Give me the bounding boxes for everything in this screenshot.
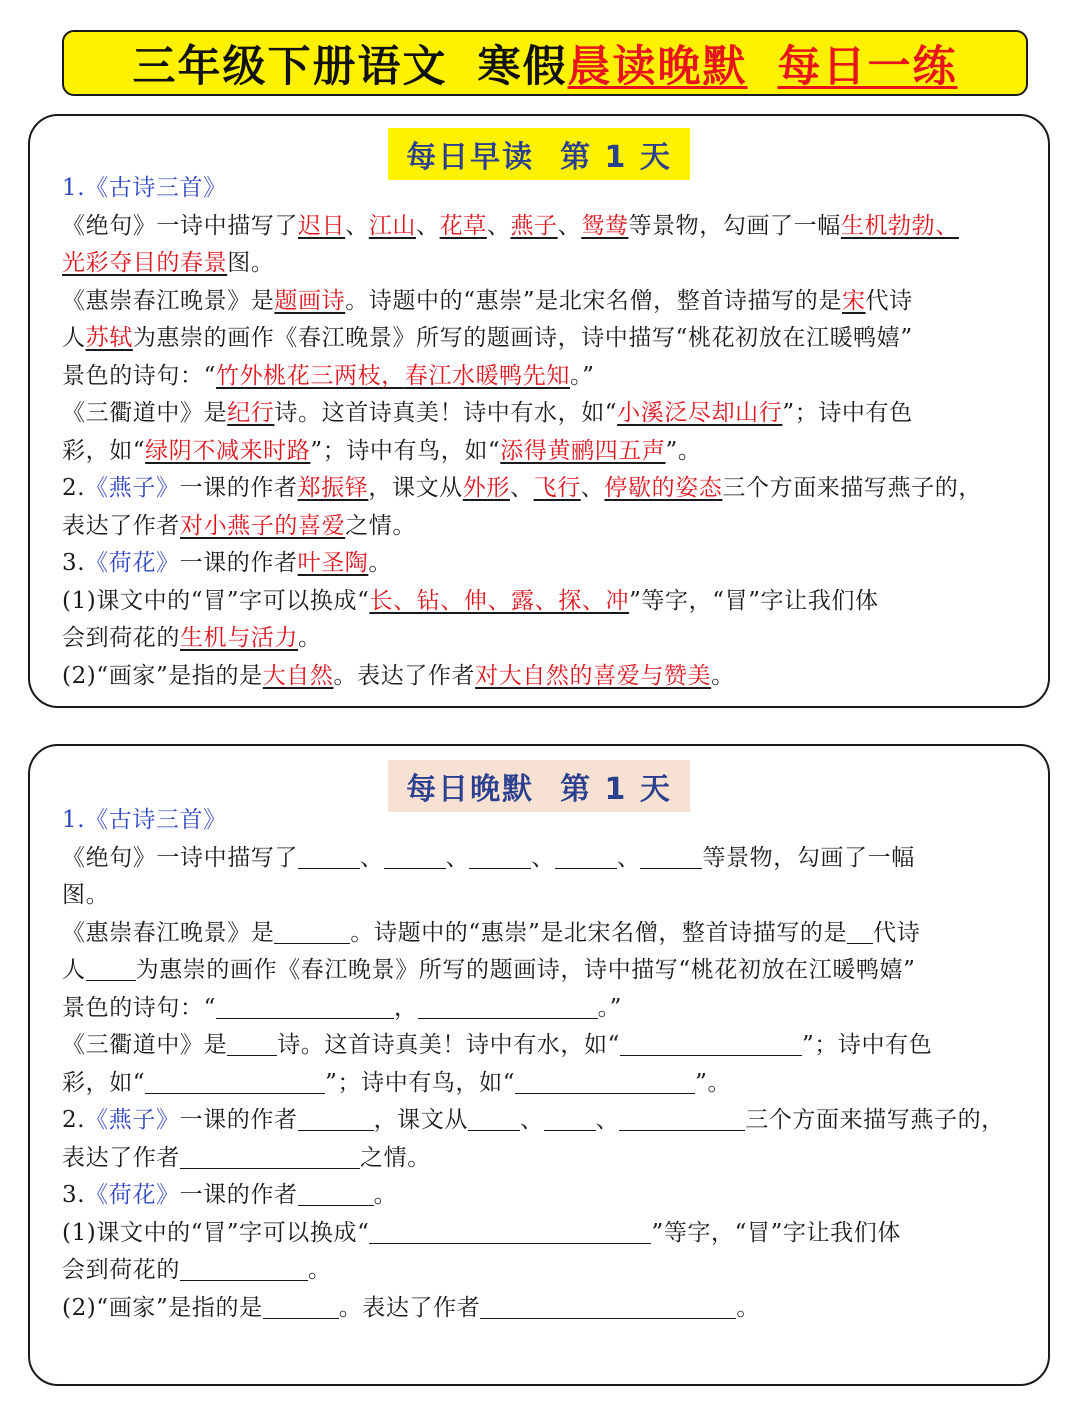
morning-q3-1-line1 bbox=[62, 583, 1024, 621]
morning-content bbox=[62, 170, 1024, 695]
morning-sanqu-line2 bbox=[62, 433, 1024, 471]
evening-huichong-line2 bbox=[62, 952, 1024, 990]
evening-huichong-line1 bbox=[62, 915, 1024, 953]
answer: 叶圣陶 bbox=[297, 550, 369, 576]
text: 《惠崇春江晚景》是 bbox=[62, 919, 275, 946]
answer: 对小燕子的喜爱 bbox=[180, 512, 346, 539]
evening-q1-heading bbox=[62, 802, 1024, 840]
fill-blank[interactable] bbox=[216, 992, 394, 1019]
answer: 题画诗 bbox=[274, 287, 346, 314]
text: 。” bbox=[569, 362, 595, 389]
evening-sanqu-line2 bbox=[62, 1065, 1024, 1103]
answer: 迟日 bbox=[298, 212, 346, 239]
lesson-title: 《燕子》 bbox=[85, 475, 180, 501]
text: 。 bbox=[368, 550, 392, 576]
text: ，课文从 bbox=[368, 475, 463, 501]
text: 图。 bbox=[227, 250, 275, 276]
fill-blank[interactable] bbox=[619, 1104, 745, 1131]
fill-blank[interactable] bbox=[847, 917, 873, 944]
text: ”；诗中有色 bbox=[782, 400, 913, 426]
text: 《绝句》一诗中描写了 bbox=[62, 212, 298, 239]
text: 《三衢道中》是 bbox=[62, 400, 228, 426]
text: 一课的作者 bbox=[179, 475, 298, 501]
fill-blank[interactable] bbox=[274, 917, 350, 944]
text: 人 bbox=[62, 325, 86, 351]
answer: 长、钻、伸、露、探、冲 bbox=[369, 587, 630, 614]
text: 一课的作者 bbox=[179, 1182, 298, 1208]
answer: 大自然 bbox=[262, 662, 334, 689]
fill-blank[interactable] bbox=[180, 1254, 308, 1281]
text: 代诗 bbox=[865, 287, 913, 314]
fill-blank[interactable] bbox=[86, 954, 136, 981]
fill-blank[interactable] bbox=[555, 842, 617, 869]
text: ，课文从 bbox=[373, 1107, 468, 1133]
fill-blank[interactable] bbox=[418, 992, 598, 1019]
answer: 春江水暖鸭先知 bbox=[404, 362, 570, 389]
fill-blank[interactable] bbox=[468, 1104, 520, 1131]
text: 、 bbox=[595, 1107, 620, 1133]
evening-title-text: 每日晚默 bbox=[406, 772, 535, 807]
fill-blank[interactable] bbox=[384, 842, 446, 869]
text: 诗。这首诗真美！诗中有水，如“ bbox=[274, 400, 618, 426]
evening-q3-1-line1 bbox=[62, 1215, 1024, 1253]
evening-q2-line1 bbox=[62, 1102, 1024, 1140]
answer: 生机勃勃、 bbox=[840, 212, 959, 239]
morning-huichong-line2 bbox=[62, 320, 1024, 358]
answer: 外形 bbox=[462, 475, 510, 501]
text: 表达了作者 bbox=[62, 1144, 180, 1171]
morning-title-text: 每日早读 bbox=[406, 140, 535, 175]
lesson-title: 《燕子》 bbox=[85, 1107, 180, 1133]
text: 《绝句》一诗中描写了 bbox=[62, 844, 298, 871]
fill-blank[interactable] bbox=[298, 1104, 374, 1131]
text: 、 bbox=[345, 212, 369, 239]
text: 景色的诗句：“ bbox=[62, 362, 216, 389]
evening-content bbox=[62, 802, 1024, 1327]
text: (1)课文中的“冒”字可以换成“ bbox=[62, 1219, 370, 1246]
fill-blank[interactable] bbox=[640, 842, 702, 869]
fill-blank[interactable] bbox=[298, 1179, 374, 1206]
answer: 对大自然的喜爱与赞美 bbox=[475, 662, 712, 689]
text: ”。 bbox=[695, 1069, 732, 1096]
question-number: 1. bbox=[62, 807, 86, 833]
answer: 燕子 bbox=[510, 212, 558, 239]
morning-day-label: 第 1 天 bbox=[560, 140, 672, 175]
lesson-title: 《荷花》 bbox=[85, 1182, 180, 1208]
text: ”；诗中有色 bbox=[801, 1032, 933, 1058]
fill-blank[interactable] bbox=[227, 1029, 277, 1056]
answer: 郑振铎 bbox=[297, 475, 369, 501]
morning-jueju-line2 bbox=[62, 245, 1024, 283]
answer: 苏轼 bbox=[85, 325, 133, 351]
text: 、 bbox=[486, 212, 511, 239]
text: 、 bbox=[509, 475, 534, 501]
answer: 宋 bbox=[841, 287, 866, 314]
text: 图。 bbox=[62, 882, 110, 908]
text: 会到荷花的 bbox=[62, 1257, 180, 1283]
text: 之情。 bbox=[360, 1144, 431, 1171]
question-number: 3. bbox=[62, 1182, 86, 1208]
banner-holiday: 寒假 bbox=[477, 41, 568, 92]
text: 。表达了作者 bbox=[338, 1294, 481, 1321]
morning-q2-line1 bbox=[62, 470, 1024, 508]
text: 代诗 bbox=[873, 919, 921, 946]
text: (2)“画家”是指的是 bbox=[62, 662, 263, 689]
fill-blank[interactable] bbox=[544, 1104, 596, 1131]
evening-jueju-line2 bbox=[62, 877, 1024, 915]
text: 等景物，勾画了一幅 bbox=[628, 212, 841, 239]
morning-q3-heading bbox=[62, 545, 1024, 583]
text: 一课的作者 bbox=[179, 1107, 298, 1133]
text: ”等字，“冒”字让我们体 bbox=[629, 587, 879, 614]
text: 彩，如“ bbox=[62, 437, 146, 464]
fill-blank[interactable] bbox=[469, 842, 531, 869]
lesson-title: 《荷花》 bbox=[85, 550, 180, 576]
text: 、 bbox=[519, 1107, 544, 1133]
text: 。诗题中的“惠崇”是北宋名僧，整首诗描写的是 bbox=[345, 287, 842, 314]
text: 。 bbox=[298, 625, 322, 651]
answer: 添得黄鹂四五声 bbox=[500, 437, 666, 464]
answer: 光彩夺目的春景 bbox=[62, 250, 228, 276]
page-title-banner bbox=[62, 30, 1028, 96]
evening-dictation-panel bbox=[28, 744, 1050, 1386]
text: 等景物，勾画了一幅 bbox=[702, 844, 915, 871]
answer: 纪行 bbox=[227, 400, 275, 426]
text: 。” bbox=[597, 994, 623, 1021]
text: 会到荷花的 bbox=[62, 625, 180, 651]
text: 《惠崇春江晚景》是 bbox=[62, 287, 275, 314]
text: ， bbox=[393, 994, 418, 1021]
text: 。 bbox=[308, 1257, 332, 1283]
morning-q2-line2 bbox=[62, 508, 1024, 546]
fill-blank[interactable] bbox=[263, 1292, 339, 1319]
text: 表达了作者 bbox=[62, 512, 180, 539]
text: (1)课文中的“冒”字可以换成“ bbox=[62, 587, 370, 614]
text: ”。 bbox=[665, 437, 702, 464]
text: 、 bbox=[580, 475, 605, 501]
morning-sanqu-line1 bbox=[62, 395, 1024, 433]
evening-q2-line2 bbox=[62, 1140, 1024, 1178]
text: 三个方面来描写燕子的， bbox=[745, 1107, 1005, 1133]
text: (2)“画家”是指的是 bbox=[62, 1294, 263, 1321]
banner-daily-practice: 每日一练 bbox=[777, 41, 958, 92]
text: ”；诗中有鸟，如“ bbox=[325, 1069, 516, 1096]
question-number: 3. bbox=[62, 550, 86, 576]
text: 景色的诗句：“ bbox=[62, 994, 216, 1021]
morning-huichong-line1 bbox=[62, 283, 1024, 321]
answer: 飞行 bbox=[533, 475, 581, 501]
evening-q3-2-line bbox=[62, 1290, 1024, 1328]
fill-blank[interactable] bbox=[480, 1292, 736, 1319]
fill-blank[interactable] bbox=[298, 842, 360, 869]
fill-blank[interactable] bbox=[145, 1067, 325, 1094]
question-number: 1. bbox=[62, 175, 86, 201]
text: 。诗题中的“惠崇”是北宋名僧，整首诗描写的是 bbox=[350, 919, 848, 946]
text: 。 bbox=[711, 662, 735, 689]
text: 。 bbox=[373, 1182, 398, 1208]
morning-q3-1-line2 bbox=[62, 620, 1024, 658]
text: 。 bbox=[736, 1294, 760, 1321]
text: 为惠崇的画作《春江晚景》所写的题画诗，诗中描写“桃花初放在江暖鸭嬉” bbox=[135, 957, 916, 983]
fill-blank[interactable] bbox=[369, 1217, 651, 1244]
evening-sanqu-line1 bbox=[62, 1027, 1024, 1065]
evening-q3-1-line2 bbox=[62, 1252, 1024, 1290]
fill-blank[interactable] bbox=[620, 1029, 802, 1056]
morning-q1-heading bbox=[62, 170, 1024, 208]
text: 为惠崇的画作《春江晚景》所写的题画诗，诗中描写“桃花初放在江暖鸭嬉” bbox=[132, 325, 913, 351]
text: 人 bbox=[62, 957, 86, 983]
text: ”等字，“冒”字让我们体 bbox=[651, 1219, 901, 1246]
text: 《三衢道中》是 bbox=[62, 1032, 228, 1058]
morning-jueju-line1 bbox=[62, 208, 1024, 246]
answer: 停歇的姿态 bbox=[604, 475, 723, 501]
answer: 绿阴不减来时路 bbox=[145, 437, 311, 464]
evening-jueju-line1 bbox=[62, 840, 1024, 878]
text: 之情。 bbox=[345, 512, 417, 539]
text: 彩，如“ bbox=[62, 1069, 146, 1096]
text: 、 bbox=[557, 212, 582, 239]
text: 一课的作者 bbox=[179, 550, 298, 576]
answer: 花草 bbox=[439, 212, 487, 239]
morning-huichong-line3 bbox=[62, 358, 1024, 396]
fill-blank[interactable] bbox=[180, 1142, 360, 1169]
answer: 鸳鸯 bbox=[581, 212, 629, 239]
text: 、 bbox=[416, 212, 440, 239]
banner-morning-evening: 晨读晚默 bbox=[567, 41, 748, 92]
text: 、 bbox=[360, 844, 384, 871]
banner-grade-title: 三年级下册语文 bbox=[132, 41, 448, 92]
text: 诗。这首诗真美！诗中有水，如“ bbox=[277, 1032, 620, 1058]
fill-blank[interactable] bbox=[515, 1067, 695, 1094]
question-number: 2. bbox=[62, 1107, 86, 1133]
text: 、 bbox=[531, 844, 555, 871]
answer: 江山 bbox=[368, 212, 417, 239]
text: 。表达了作者 bbox=[333, 662, 476, 689]
answer: 小溪泛尽却山行 bbox=[617, 400, 783, 426]
morning-q3-2-line bbox=[62, 658, 1024, 696]
evening-q3-heading bbox=[62, 1177, 1024, 1215]
answer: 竹外桃花三两枝， bbox=[215, 362, 405, 389]
lesson-title: 《古诗三首》 bbox=[85, 807, 227, 833]
answer: 生机与活力 bbox=[180, 625, 298, 651]
text: 、 bbox=[445, 844, 470, 871]
text: 三个方面来描写燕子的， bbox=[722, 475, 983, 501]
question-number: 2. bbox=[62, 475, 86, 501]
morning-reading-panel bbox=[28, 114, 1050, 708]
text: ”；诗中有鸟，如“ bbox=[310, 437, 501, 464]
lesson-title: 《古诗三首》 bbox=[85, 175, 227, 201]
evening-huichong-line3 bbox=[62, 990, 1024, 1028]
evening-day-label: 第 1 天 bbox=[560, 772, 672, 807]
text: 、 bbox=[616, 844, 641, 871]
